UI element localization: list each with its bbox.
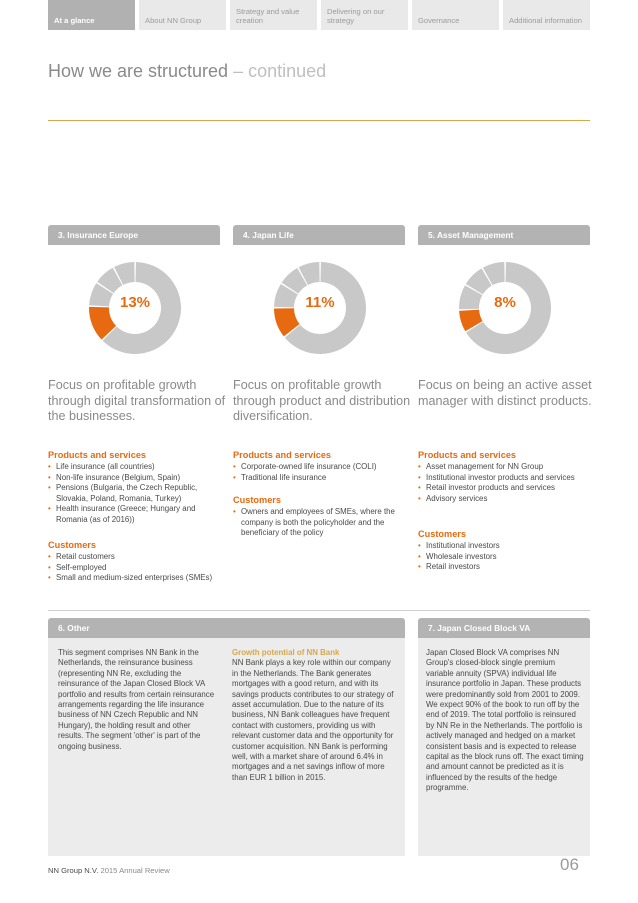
page-title: How we are structured – continued [48,61,327,81]
products-title: Products and services [233,450,332,460]
divider [48,120,590,121]
products-section [233,450,411,483]
customers-section [48,540,226,584]
divider [48,610,590,611]
list-item: • Institutional investor products and services [418,473,596,484]
panel-header-other: 6. Other [48,618,405,638]
footer-report-label: NN Group N.V. 2015 Annual Review [48,866,170,875]
list-item: • Retail investors [418,562,596,573]
list-item: • Institutional investors [418,541,596,552]
tab-additional-information[interactable]: Additional information [503,0,590,30]
list-item: • Life insurance (all countries) [48,462,226,473]
list-item: • Health insurance (Greece; Hungary and Romania (as of 2016)) [48,504,226,525]
nn-bank-section [232,648,397,783]
list-item: • Pensions (Bulgaria, the Czech Republic, Slovakia, Poland, Romania, Turkey) [48,483,226,504]
other-description: This segment comprises NN Bank in the Netherlands, the reinsurance business (representing NN Re, excluding the reinsurance of the Japan Closed Block VA portfolio and results from certain reinsurance arrangements regarding the life insurance business of NN Czech Republic and NN Hungary), the holding result and other results. The segment 'other' is part of the ongoing business. [58,648,215,751]
panel-header-japan-closed-block-va: 7. Japan Closed Block VA [418,618,590,638]
list-item: • Wholesale investors [418,552,596,563]
share-label: 11% [305,294,335,311]
page-number: 06 [560,855,579,874]
products-title: Products and services [418,450,517,460]
list-item: • Retail customers [48,552,226,563]
tab-strategy-value-creation[interactable]: Strategy and value creation [230,0,317,30]
column-header-japan-life: 4. Japan Life [233,225,405,245]
customers-section [233,495,411,539]
nn-bank-title: Growth potential of NN Bank [232,648,340,657]
tab-governance[interactable]: Governance [412,0,499,30]
focus-statement: Focus on profitable growth through product and distribution diversification. [233,378,411,423]
products-section [418,450,596,504]
column-header-asset-management: 5. Asset Management [418,225,590,245]
customers-section [418,529,596,573]
list-item: • Non-life insurance (Belgium, Spain) [48,473,226,484]
focus-statement: Focus on being an active asset manager with distinct products. [418,378,592,408]
column-header-insurance-europe: 3. Insurance Europe [48,225,220,245]
list-item: • Owners and employees of SMEs, where the company is both the policyholder and the beneficiary of the policy [233,507,411,539]
products-title: Products and services [48,450,147,460]
list-item: • Corporate-owned life insurance (COLI) [233,462,411,473]
customers-title: Customers [418,529,466,539]
tab-delivering-strategy[interactable]: Delivering on our strategy [321,0,408,30]
list-item: • Retail investor products and services [418,483,596,494]
top-nav [48,0,590,30]
tab-at-a-glance[interactable]: At a glance [48,0,135,30]
japan-va-description: Japan Closed Block VA comprises NN Group's closed-block single premium variable annuity (SPVA) individual life insurance portfolio in Japan. These products were predominantly sold from 2001 to 2009. We expect 90% of the book to run off by the end of 2019. The total portfolio is reinsured by NN Re in the Netherlands. The portfolio is actively managed and hedged on a market consistent basis and is expected to release capital as the block runs off. The exact timing and amount cannot be predicted as it is influenced by the results of the hedge programme. [426,648,584,793]
share-label: 13% [119,294,151,311]
nn-bank-text: NN Bank plays a key role within our company in the Netherlands. The Bank generates mortgages with a good return, and with its savings products contributes to our strategy of asset accumulation. Due to the nature of its business, NN Bank colleagues have frequent contact with customers, providing us with relevant customer data and the opportunity for customer acquisition. NN Bank is performing well, with a market share of around 6.4% in mortgages and a net savings inflow of more than EUR 1 billion in 2015. [232,658,394,782]
page-title-suffix: – continued [228,61,327,81]
focus-statement: Focus on profitable growth through digital transformation of the businesses. [48,378,226,423]
tab-about-nn-group[interactable]: About NN Group [139,0,226,30]
customers-title: Customers [233,495,281,505]
list-item: • Self-employed [48,563,226,574]
list-item: • Advisory services [418,494,596,505]
share-label: 8% [494,294,516,311]
products-section [48,450,226,525]
list-item: • Small and medium-sized enterprises (SMEs) [48,573,226,584]
customers-title: Customers [48,540,96,550]
list-item: • Asset management for NN Group [418,462,596,473]
list-item: • Traditional life insurance [233,473,411,484]
